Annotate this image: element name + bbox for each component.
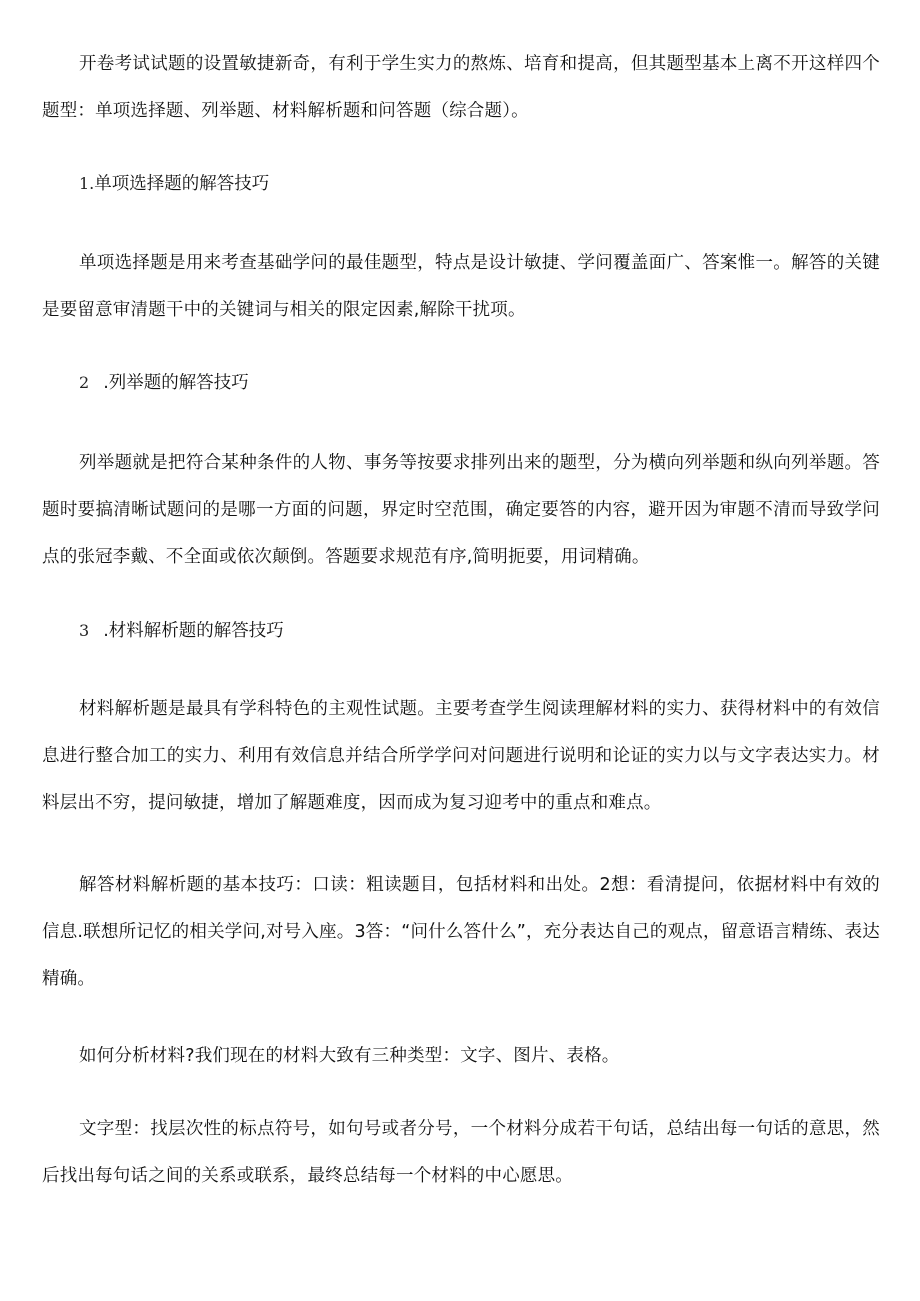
intro-paragraph: 开卷考试试题的设置敏捷新奇，有利于学生实力的熬炼、培育和提高，但其题型基本上离不开这样四个题型：单项选择题、列举题、材料解析题和问答题（综合题）。 [42,54,880,121]
section-body-2: 列举题就是把符合某种条件的人物、事务等按要求排列出来的题型，分为横向列举题和纵向列举题。答题时要搞清晰试题问的是哪一方面的问题，界定时空范围，确定要答的内容，避开因为审题不清而导致学问点的张冠李戴、不全面或依次颠倒。答题要求规范有序,简明扼要，用词精确。 [42,453,880,567]
section-heading-2 [79,368,249,398]
text-type-paragraph: 文字型：找层次性的标点符号，如句号或者分号，一个材料分成若干句话，总结出每一句话的意思，然后找出每句话之间的关系或联系，最终总结每一个材料的中心愿思。 [42,1119,880,1186]
section-number-2: 2 [79,373,90,392]
how-to-analyze-paragraph: 如何分析材料?我们现在的材料大致有三种类型：文字、图片、表格。 [79,1046,620,1066]
section-body-1: 单项选择题是用来考查基础学问的最佳题型，特点是设计敏捷、学问覆盖面广、答案惟一。解答的关键是要留意审清题干中的关键词与相关的限定因素,解除干扰项。 [42,253,880,320]
section-number-1: 1. [79,174,95,193]
section-title-3: .材料解析题的解答技巧 [103,621,284,641]
section-number-3: 3 [79,621,90,640]
section-body-3: 材料解析题是最具有学科特色的主观性试题。主要考查学生阅读理解材料的实力、获得材料中的有效信息进行整合加工的实力、利用有效信息并结合所学学问对问题进行说明和论证的实力以与文字表达实力。材料层出不穷，提问敏捷，增加了解题难度，因而成为复习迎考中的重点和难点。 [42,699,880,813]
section-heading-1 [79,169,269,199]
section-title-1: 单项选择题的解答技巧 [94,174,270,194]
techniques-paragraph: 解答材料解析题的基本技巧：口读：粗读题目，包括材料和出处。2想：看清提问，依据材料中有效的信息.联想所记忆的相关学问,对号入座。3答：“问什么答什么”，充分表达自己的观点，留意语言精练、表达精确。 [42,875,880,989]
section-heading-3 [79,616,284,646]
section-title-2: .列举题的解答技巧 [103,373,249,393]
